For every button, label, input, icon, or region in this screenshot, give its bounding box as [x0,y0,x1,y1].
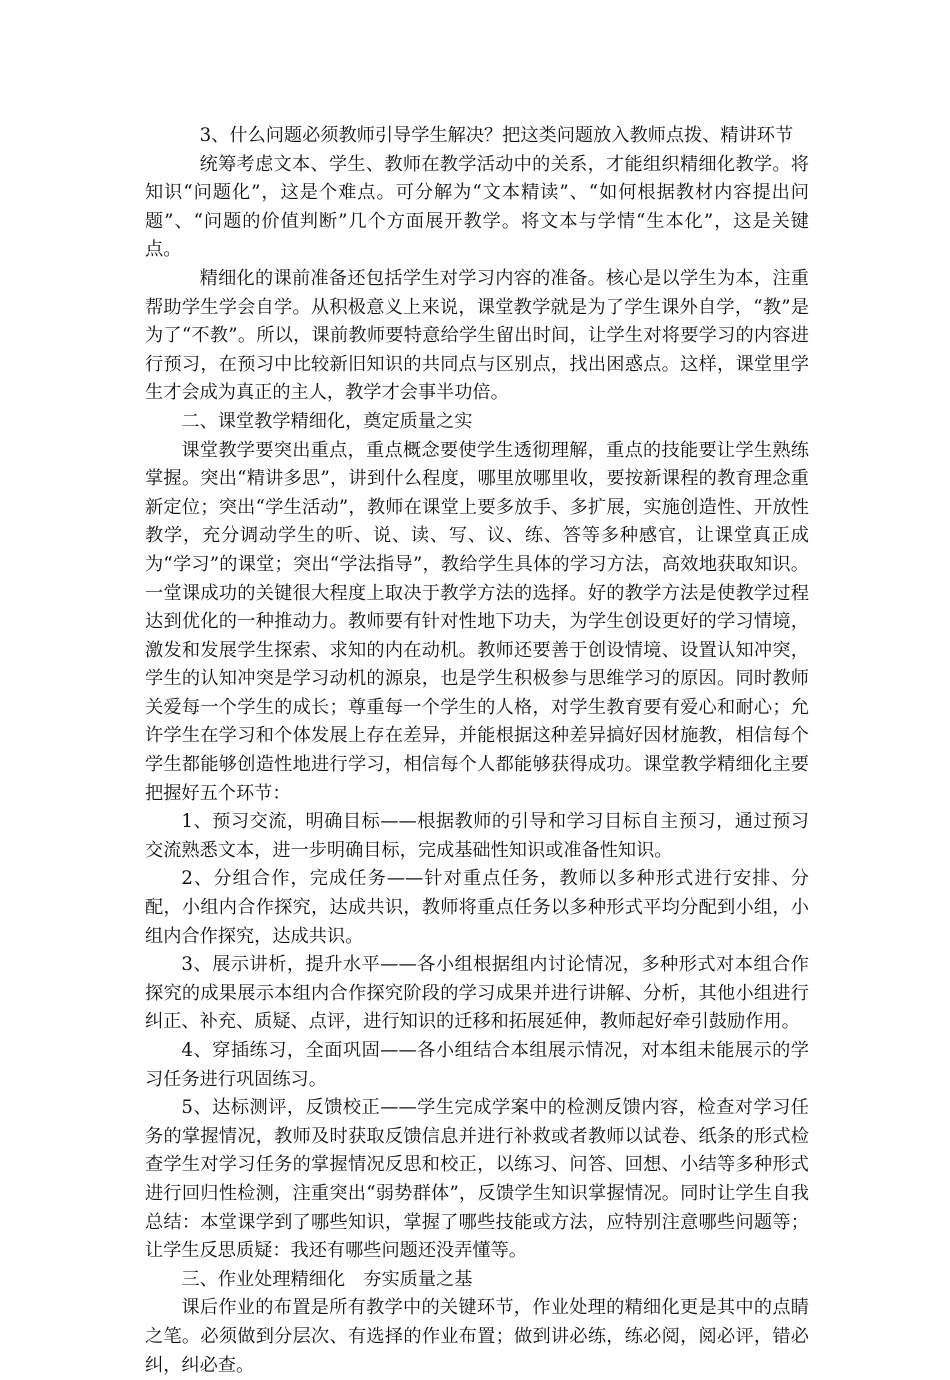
paragraph-step-1: 1、预习交流，明确目标——根据教师的引导和学习目标自主预习，通过预习交流熟悉文本，进一步明确目标，完成基础性知识或准备性知识。 [145,811,809,861]
document-page [145,122,809,1380]
paragraph-step-3: 3、展示讲析，提升水平——各小组根据组内讨论情况，多种形式对本组合作探究的成果展示本组内合作探究阶段的学习成果并进行讲解、分析，其他小组进行纠正、补充、质疑、点评，进行知识的迁移和拓展延伸，教师起好牵引鼓励作用。 [145,954,809,1033]
paragraph-question-3: 3、什么问题必须教师引导学生解决？把这类问题放入教师点拨、精讲环节 [199,125,794,146]
paragraph-step-2: 2、分组合作，完成任务——针对重点任务，教师以多种形式进行安排、分配，小组内合作探究，达成共识，教师将重点任务以多种形式平均分配到小组，小组内合作探究，达成共识。 [145,868,809,947]
paragraph-overall-planning: 统筹考虑文本、学生、教师在教学活动中的关系，才能组织精细化教学。将知识“问题化”，这是个难点。可分解为“文本精读”、“如何根据教材内容提出问题”、“问题的价值判断”几个方面展开教学。将文本与学情“生本化”，这是关键点。 [145,153,809,261]
paragraph-step-5: 5、达标测评，反馈校正——学生完成学案中的检测反馈内容，检查对学习任务的掌握情况，教师及时获取反馈信息并进行补救或者教师以试卷、纸条的形式检查学生对学习任务的掌握情况反思和校正，以练习、问答、回想、小结等多种形式进行回归性检测，注重突出“弱势群体”，反馈学生知识掌握情况。同时让学生自我总结：本堂课学到了哪些知识，掌握了哪些技能或方法，应特别注意哪些问题等；让学生反思质疑：我还有哪些问题还没弄懂等。 [145,1097,809,1262]
section-heading-homework: 三、作业处理精细化 夯实质量之基 [181,1268,473,1290]
paragraph-step-4: 4、穿插练习，全面巩固——各小组结合本组展示情况，对本组未能展示的学习任务进行巩固练习。 [145,1040,809,1090]
paragraph-student-preparation: 精细化的课前准备还包括学生对学习内容的准备。核心是以学生为本，注重帮助学生学会自学。从积极意义上来说，课堂教学就是为了学生课外自学，“教”是为了“不教”。所以，课前教师要特意给学生留出时间，让学生对将要学习的内容进行预习，在预习中比较新旧知识的共同点与区别点，找出困惑点。这样，课堂里学生才会成为真正的主人，教学才会事半功倍。 [145,267,809,404]
paragraph-classroom-teaching: 课堂教学要突出重点，重点概念要使学生透彻理解，重点的技能要让学生熟练掌握。突出“精讲多思”，讲到什么程度，哪里放哪里收，要按新课程的教育理念重新定位；突出“学生活动”，教师在课堂上要多放手、多扩展，实施创造性、开放性教学，充分调动学生的听、说、读、写、议、练、答等多种感官，让课堂真正成为“学习”的课堂；突出“学法指导”，教给学生具体的学习方法，高效地获取知识。一堂课成功的关键很大程度上取决于教学方法的选择。好的教学方法是使教学过程达到优化的一种推动力。教师要有针对性地下功夫，为学生创设更好的学习情境，激发和发展学生探索、求知的内在动机。教师还要善于创设情境、设置认知冲突，学生的认知冲突是学习动机的源泉，也是学生积极参与思维学习的原因。同时教师关爱每一个学生的成长；尊重每一个学生的人格，对学生教育要有爱心和耐心；允许学生在学习和个体发展上存在差异，并能根据这种差异搞好因材施教，相信每个学生都能够创造性地进行学习，相信每个人都能够获得成功。课堂教学精细化主要把握好五个环节： [145,439,809,804]
section-heading-classroom: 二、课堂教学精细化，奠定质量之实 [181,410,473,432]
paragraph-homework: 课后作业的布置是所有教学中的关键环节，作业处理的精细化更是其中的点睛之笔。必须做到分层次、有选择的作业布置；做到讲必练，练必阅，阅必评，错必纠，纠必查。 [145,1297,809,1376]
